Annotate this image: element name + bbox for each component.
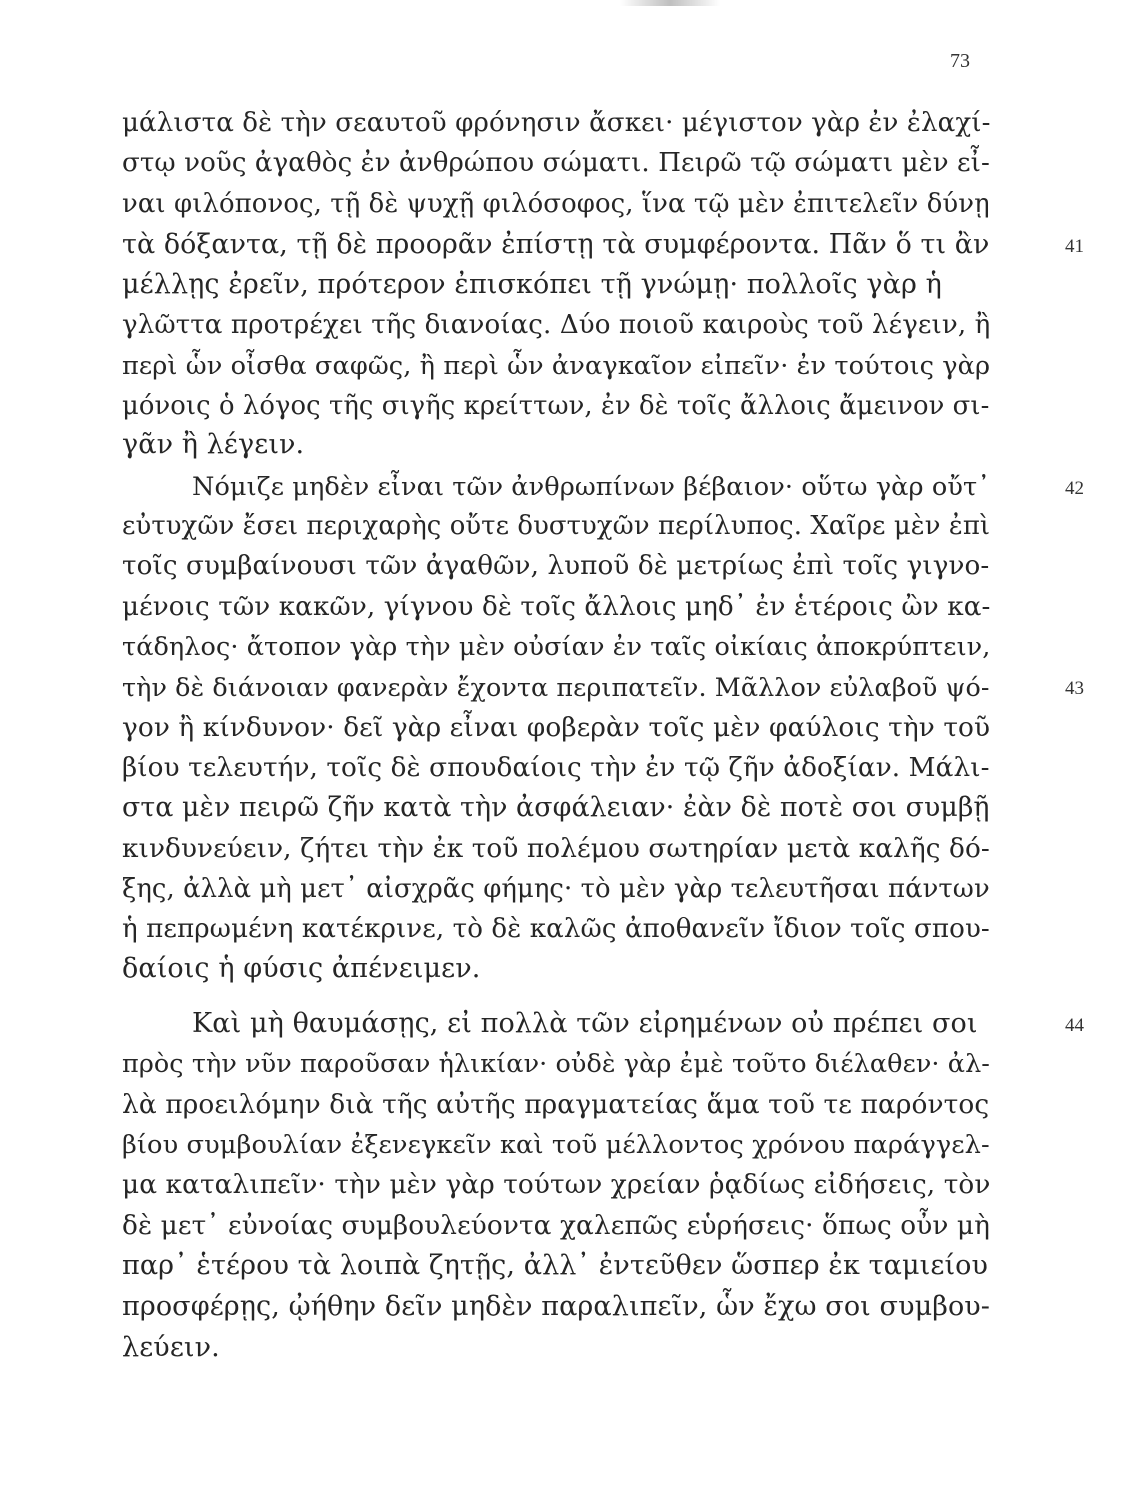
text-line: περὶ ὧν οἶσθα σαφῶς, ἢ περὶ ὧν ἀναγκαῖον εἰπεῖν· ἐν τούτοις γὰρ bbox=[122, 351, 991, 381]
page-number: 73 bbox=[950, 50, 970, 72]
text-line: κινδυνεύειν, ζήτει τὴν ἐκ τοῦ πολέμου σωτηρίαν μετὰ καλῆς δό- bbox=[122, 834, 990, 864]
text-line: μα καταλιπεῖν· τὴν μὲν γὰρ τούτων χρείαν ῥᾳδίως εἰδήσεις, τὸν bbox=[122, 1170, 991, 1200]
text-line: τάδηλος· ἄτοπον γὰρ τὴν μὲν οὐσίαν ἐν ταῖς οἰκίαις ἀποκρύπτειν, bbox=[122, 632, 991, 662]
text-line: ναι φιλόπονος, τῇ δὲ ψυχῇ φιλόσοφος, ἵνα τῷ μὲν ἐπιτελεῖν δύνῃ bbox=[122, 189, 990, 219]
text-line: λεύειν. bbox=[122, 1332, 220, 1363]
text-line: στῳ νοῦς ἀγαθὸς ἐν ἀνθρώπου σώματι. Πειρῶ τῷ σώματι μὲν εἶ- bbox=[122, 148, 990, 178]
text-line: ἡ πεπρωμένη κατέκρινε, τὸ δὲ καλῶς ἀποθανεῖν ἴδιον τοῖς σπου- bbox=[122, 914, 990, 944]
text-line: Καὶ μὴ θαυμάσῃς, εἰ πολλὰ τῶν εἰρημένων οὐ πρέπει σοι bbox=[192, 1008, 978, 1039]
text-line: προσφέρῃς, ᾠήθην δεῖν μηδὲν παραλιπεῖν, ὧν ἔχω σοι συμβου- bbox=[122, 1291, 991, 1322]
text-line: γον ἢ κίνδυνον· δεῖ γὰρ εἶναι φοβερὰν τοῖς μὲν φαύλοις τὴν τοῦ bbox=[122, 713, 991, 743]
scan-artifact bbox=[620, 0, 720, 6]
text-line: τὴν δὲ διάνοιαν φανερὰν ἔχοντα περιπατεῖν. Μᾶλλον εὐλαβοῦ ψό- bbox=[122, 672, 990, 702]
text-line: πρὸς τὴν νῦν παροῦσαν ἡλικίαν· οὐδὲ γὰρ ἐμὲ τοῦτο διέλαθεν· ἀλ- bbox=[122, 1049, 990, 1079]
section-number: 42 bbox=[1065, 478, 1084, 499]
text-line: μόνοις ὁ λόγος τῆς σιγῆς κρείττων, ἐν δὲ τοῖς ἄλλοις ἄμεινον σι- bbox=[122, 391, 990, 421]
text-line: βίου τελευτήν, τοῖς δὲ σπουδαίοις τὴν ἐν τῷ ζῆν ἀδοξίαν. Μάλι- bbox=[122, 753, 990, 783]
text-line: εὐτυχῶν ἔσει περιχαρὴς οὔτε δυστυχῶν περίλυπος. Χαῖρε μὲν ἐπὶ bbox=[122, 511, 991, 541]
text-line: παρ᾽ ἑτέρου τὰ λοιπὰ ζητῇς, ἀλλ᾽ ἐντεῦθεν ὥσπερ ἐκ ταμιείου bbox=[122, 1250, 988, 1281]
text-line: λὰ προειλόμην διὰ τῆς αὐτῆς πραγματείας ἅμα τοῦ τε παρόντος bbox=[122, 1089, 990, 1120]
section-number: 43 bbox=[1065, 678, 1084, 699]
text-line: δαίοις ἡ φύσις ἀπένειμεν. bbox=[122, 953, 481, 984]
text-line: βίου συμβουλίαν ἐξενεγκεῖν καὶ τοῦ μέλλοντος χρόνου παράγγελ- bbox=[122, 1130, 990, 1160]
text-line: Νόμιζε μηδὲν εἶναι τῶν ἀνθρωπίνων βέβαιον· οὕτω γὰρ οὔτ᾽ bbox=[192, 472, 991, 502]
text-line: μάλιστα δὲ τὴν σεαυτοῦ φρόνησιν ἄσκει· μέγιστον γὰρ ἐν ἐλαχί- bbox=[122, 108, 991, 138]
text-line: ξης, ἀλλὰ μὴ μετ᾽ αἰσχρᾶς φήμης· τὸ μὲν γὰρ τελευτῆσαι πάντων bbox=[122, 874, 990, 904]
text-line: τὰ δόξαντα, τῇ δὲ προορᾶν ἐπίστῃ τὰ συμφέροντα. Πᾶν ὅ τι ἂν bbox=[122, 229, 990, 260]
text-line: γλῶττα προτρέχει τῆς διανοίας. Δύο ποιοῦ καιροὺς τοῦ λέγειν, ἢ bbox=[122, 310, 991, 340]
section-number: 41 bbox=[1065, 236, 1084, 257]
text-line: τοῖς συμβαίνουσι τῶν ἀγαθῶν, λυποῦ δὲ μετρίως ἐπὶ τοῖς γιγνο- bbox=[122, 551, 990, 581]
text-line: γᾶν ἢ λέγειν. bbox=[122, 429, 305, 460]
text-line: μέλλῃς ἐρεῖν, πρότερον ἐπισκόπει τῇ γνώμῃ· πολλοῖς γὰρ ἡ bbox=[122, 269, 942, 300]
text-line: στα μὲν πειρῶ ζῆν κατὰ τὴν ἀσφάλειαν· ἐὰν δὲ ποτὲ σοι συμβῇ bbox=[122, 792, 990, 823]
text-line: μένοις τῶν κακῶν, γίγνου δὲ τοῖς ἄλλοις μηδ᾽ ἐν ἑτέροις ὢν κα- bbox=[122, 592, 991, 622]
section-number: 44 bbox=[1065, 1015, 1084, 1036]
text-line: δὲ μετ᾽ εὐνοίας συμβουλεύοντα χαλεπῶς εὑρήσεις· ὅπως οὖν μὴ bbox=[122, 1211, 990, 1241]
